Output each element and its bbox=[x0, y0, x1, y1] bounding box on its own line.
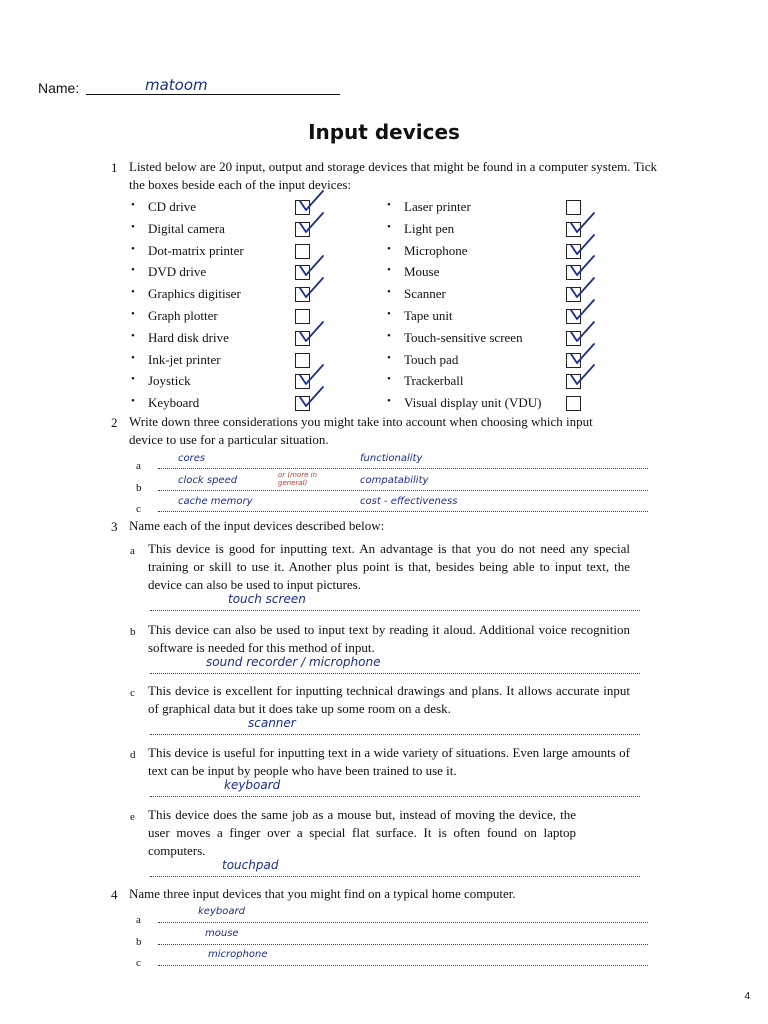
answer-handwritten: keyboard bbox=[198, 906, 245, 917]
answer-line[interactable] bbox=[150, 876, 640, 877]
answer-line[interactable] bbox=[158, 944, 648, 945]
page-number: 4 bbox=[744, 991, 750, 1002]
device-label: Visual display unit (VDU) bbox=[404, 395, 542, 411]
q1-text: Listed below are 20 input, output and storage devices that might be found in a computer system. Tick the boxes beside each of the input devices: bbox=[129, 159, 657, 192]
bullet-mark: • bbox=[131, 373, 135, 386]
bullet-mark: • bbox=[387, 264, 391, 277]
tick-mark-icon bbox=[568, 364, 596, 388]
tick-mark-icon bbox=[568, 321, 596, 345]
answer-letter: b bbox=[136, 481, 142, 494]
q4-text: Name three input devices that you might find on a typical home computer. bbox=[129, 886, 516, 901]
answer-handwritten: cache memory bbox=[178, 496, 253, 507]
item-letter: c bbox=[130, 687, 135, 699]
bullet-mark: • bbox=[387, 395, 391, 408]
device-label: DVD drive bbox=[148, 264, 207, 280]
bullet-mark: • bbox=[131, 286, 135, 299]
device-label: Touch-sensitive screen bbox=[404, 329, 523, 345]
device-label: Hard disk drive bbox=[148, 329, 229, 345]
tick-mark-icon bbox=[297, 386, 325, 410]
tick-mark-icon bbox=[568, 234, 596, 258]
bullet-mark: • bbox=[387, 199, 391, 211]
answer-letter: c bbox=[136, 503, 141, 515]
device-label: Light pen bbox=[404, 220, 455, 236]
device-label: Dot-matrix printer bbox=[148, 242, 244, 258]
answer-handwritten: clock speed bbox=[178, 474, 238, 486]
tick-mark-icon bbox=[297, 190, 325, 214]
q2-number: 2 bbox=[111, 415, 118, 430]
item-text: This device is useful for inputting text in a wide variety of situations. Even large amounts of text can be input by people who have been trained to use it. bbox=[148, 745, 630, 778]
answer-letter: a bbox=[136, 914, 141, 926]
device-label: Joystick bbox=[148, 373, 191, 389]
device-label: Graph plotter bbox=[148, 308, 218, 323]
device-label: Trackerball bbox=[404, 373, 464, 389]
device-label: Laser printer bbox=[404, 199, 471, 214]
name-handwritten: matoom bbox=[145, 76, 208, 94]
item-text: This device does the same job as a mouse but, instead of moving the device, the user moves a finger over a special flat surface. It is often found on laptop computers. bbox=[148, 807, 576, 858]
answer-line[interactable] bbox=[150, 734, 640, 735]
answer-line[interactable] bbox=[158, 511, 648, 512]
answer-handwritten: scanner bbox=[248, 716, 296, 730]
bullet-mark: • bbox=[387, 242, 391, 255]
name-line bbox=[86, 94, 340, 95]
device-label: Mouse bbox=[404, 264, 440, 280]
q2-text: Write down three considerations you might take into account when choosing which input device to use for a particular situation. bbox=[129, 414, 593, 447]
device-label: Graphics digitiser bbox=[148, 286, 241, 302]
device-label: Ink-jet printer bbox=[148, 351, 221, 367]
device-label: Keyboard bbox=[148, 395, 200, 411]
q3-text: Name each of the input devices described below: bbox=[129, 518, 385, 533]
answer-handwritten: touch screen bbox=[228, 592, 306, 606]
answer-line[interactable] bbox=[158, 468, 648, 469]
tick-mark-icon bbox=[297, 255, 325, 279]
bullet-mark: • bbox=[131, 351, 135, 364]
bullet-mark: • bbox=[387, 220, 391, 233]
item-letter: e bbox=[130, 811, 135, 823]
bullet-mark: • bbox=[131, 242, 135, 255]
item-letter: b bbox=[130, 626, 136, 638]
tick-mark-icon bbox=[297, 364, 325, 388]
tick-mark-icon bbox=[568, 277, 596, 301]
device-label: CD drive bbox=[148, 199, 197, 214]
tick-mark-icon bbox=[568, 299, 596, 323]
name-label: Name: bbox=[38, 80, 80, 96]
tick-mark-icon bbox=[568, 343, 596, 367]
answer-handwritten: keyboard bbox=[224, 778, 281, 792]
bullet-mark: • bbox=[131, 264, 135, 277]
tick-mark-icon bbox=[297, 212, 325, 236]
answer-line[interactable] bbox=[150, 610, 640, 611]
tick-mark-icon bbox=[297, 277, 325, 301]
bullet-mark: • bbox=[387, 373, 391, 386]
answer-handwritten: cores bbox=[178, 453, 206, 464]
bullet-mark: • bbox=[387, 351, 391, 364]
q3-number: 3 bbox=[111, 519, 118, 534]
device-label: Microphone bbox=[404, 242, 468, 258]
bullet-mark: • bbox=[131, 308, 135, 320]
answer-line[interactable] bbox=[150, 673, 640, 674]
device-label: Scanner bbox=[404, 286, 446, 302]
answer-handwritten: microphone bbox=[208, 949, 268, 960]
answer-handwritten-2: compatability bbox=[360, 474, 429, 486]
item-letter: a bbox=[130, 545, 135, 557]
checkbox[interactable] bbox=[566, 396, 581, 411]
item-text: This device can also be used to input text by reading it aloud. Additional voice recognition software is needed for this method of input. bbox=[148, 622, 630, 655]
bullet-mark: • bbox=[131, 220, 135, 233]
device-label: Touch pad bbox=[404, 351, 459, 367]
answer-line[interactable] bbox=[158, 490, 648, 491]
page-title: Input devices bbox=[308, 120, 460, 144]
q4-number: 4 bbox=[111, 887, 118, 902]
bullet-mark: • bbox=[387, 329, 391, 342]
tick-mark-icon bbox=[297, 321, 325, 345]
answer-handwritten: touchpad bbox=[222, 858, 279, 872]
answer-letter: c bbox=[136, 957, 141, 969]
q1-number: 1 bbox=[111, 160, 118, 175]
answer-letter: b bbox=[136, 935, 142, 948]
device-label: Digital camera bbox=[148, 220, 225, 236]
answer-line[interactable] bbox=[158, 965, 648, 966]
device-label: Tape unit bbox=[404, 308, 453, 323]
answer-letter: a bbox=[136, 460, 141, 472]
item-letter: d bbox=[130, 749, 136, 761]
answer-note: or (more in general) bbox=[278, 470, 318, 487]
tick-mark-icon bbox=[568, 255, 596, 279]
tick-mark-icon bbox=[568, 212, 596, 236]
item-text: This device is good for inputting text. An advantage is that you do not need any special training or skill to use it. Another plus point is that, besides being able to input text, the device can also be used to input pictures. bbox=[148, 541, 630, 592]
answer-line[interactable] bbox=[150, 796, 640, 797]
bullet-mark: • bbox=[131, 395, 135, 408]
bullet-mark: • bbox=[387, 308, 391, 320]
answer-handwritten-2: functionality bbox=[360, 453, 423, 464]
answer-handwritten: sound recorder / microphone bbox=[206, 655, 381, 669]
answer-line[interactable] bbox=[158, 922, 648, 923]
item-text: This device is excellent for inputting technical drawings and plans. It allows accurate input of graphical data but it does take up some room on a desk. bbox=[148, 683, 630, 716]
bullet-mark: • bbox=[131, 199, 135, 211]
answer-handwritten: mouse bbox=[205, 927, 239, 939]
bullet-mark: • bbox=[131, 329, 135, 342]
bullet-mark: • bbox=[387, 286, 391, 299]
answer-handwritten-2: cost - effectiveness bbox=[360, 496, 458, 507]
